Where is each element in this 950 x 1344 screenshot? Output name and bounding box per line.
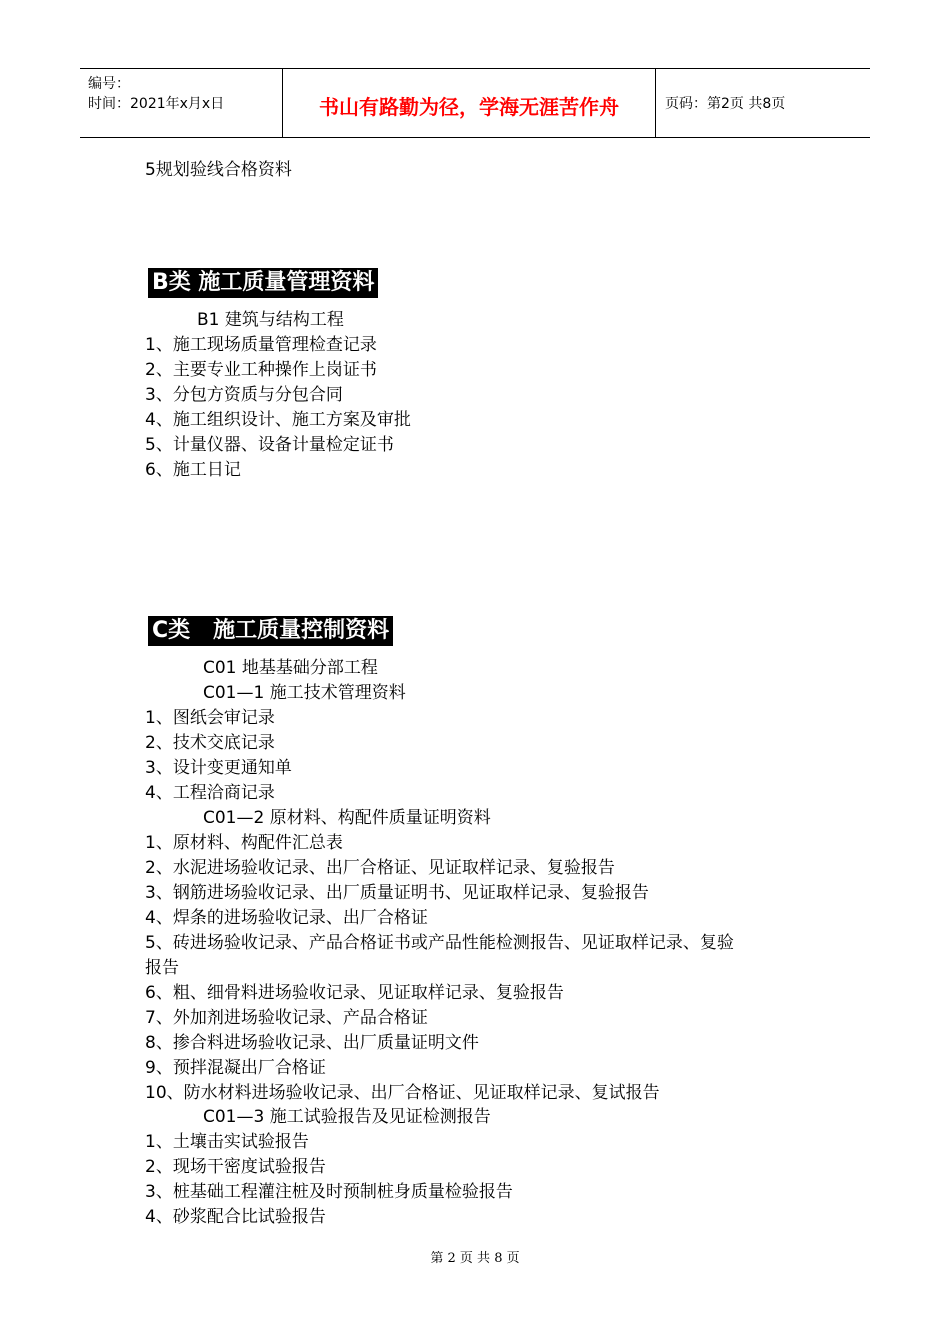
list-item: 3、钢筋进场验收记录、出厂质量证明书、见证取样记录、复验报告 [145,883,649,903]
section-c-subtitle: C01 地基基础分部工程 [203,658,378,678]
header-meta-cell [80,69,282,137]
list-item: 1、施工现场质量管理检查记录 [145,335,377,355]
time-label: 时间：2021年x月x日 [88,96,225,112]
list-item: 2、现场干密度试验报告 [145,1157,326,1177]
list-item: 6、粗、细骨料进场验收记录、见证取样记录、复验报告 [145,983,564,1003]
list-item: 1、图纸会审记录 [145,708,275,728]
header-motto: 书山有路勤为径，学海无涯苦作舟 [319,95,619,119]
page-footer: 第 2 页 共 8 页 [430,1251,520,1266]
section-b-subtitle: B1 建筑与结构工程 [197,310,344,330]
list-item: 2、技术交底记录 [145,733,275,753]
number-label: 编号： [88,76,130,92]
list-item-continuation: 报告 [145,958,179,978]
section-c-title: C类 施工质量控制资料 [148,616,393,646]
list-item: 3、设计变更通知单 [145,758,292,778]
list-item: 3、分包方资质与分包合同 [145,385,343,405]
list-item: 2、主要专业工种操作上岗证书 [145,360,377,380]
list-item: 2、水泥进场验收记录、出厂合格证、见证取样记录、复验报告 [145,858,615,878]
header-page-cell [655,69,870,137]
header-motto-cell [282,69,656,137]
list-item: 6、施工日记 [145,460,241,480]
list-item: 4、砂浆配合比试验报告 [145,1207,326,1227]
list-item: 5、计量仪器、设备计量检定证书 [145,435,394,455]
page-header [80,68,870,138]
list-item: 8、掺合料进场验收记录、出厂质量证明文件 [145,1033,479,1053]
group-title: C01—3 施工试验报告及见证检测报告 [203,1107,491,1127]
section-b-title: B类 施工质量管理资料 [148,268,378,298]
page-label: 页码：第2页 共8页 [665,96,786,112]
list-item: 1、土壤击实试验报告 [145,1132,309,1152]
list-item: 7、外加剂进场验收记录、产品合格证 [145,1008,428,1028]
list-item: 10、防水材料进场验收记录、出厂合格证、见证取样记录、复试报告 [145,1083,660,1103]
top-item: 5规划验线合格资料 [145,160,292,180]
list-item: 4、施工组织设计、施工方案及审批 [145,410,411,430]
list-item: 1、原材料、构配件汇总表 [145,833,343,853]
list-item: 4、工程洽商记录 [145,783,275,803]
list-item: 9、预拌混凝出厂合格证 [145,1058,326,1078]
list-item: 4、焊条的进场验收记录、出厂合格证 [145,908,428,928]
list-item: 3、桩基础工程灌注桩及时预制桩身质量检验报告 [145,1182,513,1202]
group-title: C01—1 施工技术管理资料 [203,683,406,703]
list-item: 5、砖进场验收记录、产品合格证书或产品性能检测报告、见证取样记录、复验 [145,933,734,953]
group-title: C01—2 原材料、构配件质量证明资料 [203,808,491,828]
